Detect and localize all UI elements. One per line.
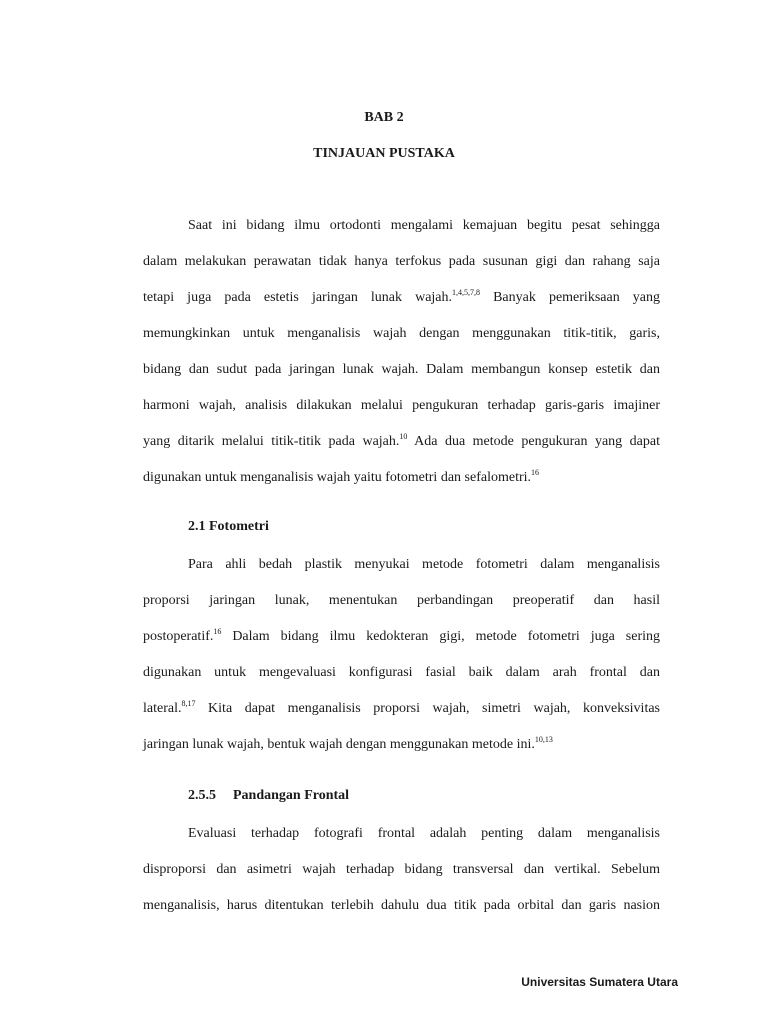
- text-line: yang ditarik melalui titik-titik pada wajah.$^{10}$ Ada dua metode pengukuran yang dapat: [143, 432, 660, 449]
- text-line: jaringan lunak wajah, bentuk wajah dengan menggunakan metode ini.$^{10,13}$: [143, 735, 553, 752]
- text-line: bidang dan sudut pada jaringan lunak wajah. Dalam membangun konsep estetik dan: [143, 362, 660, 377]
- citation: 16: [531, 468, 540, 477]
- citation: 8,17: [181, 699, 196, 708]
- citation: 10,13: [534, 735, 553, 744]
- citation: 16: [213, 627, 222, 636]
- text-line: proporsi jaringan lunak, menentukan perbandingan preoperatif dan hasil: [143, 593, 660, 608]
- text-line: Saat ini bidang ilmu ortodonti mengalami kemajuan begitu pesat sehingga: [188, 218, 660, 233]
- text-line: digunakan untuk mengevaluasi konfigurasi fasial baik dalam arah frontal dan: [143, 665, 660, 680]
- text-line: digunakan untuk menganalisis wajah yaitu fotometri dan sefalometri.$^{16}$: [143, 468, 540, 485]
- section-heading-2-1: 2.1 Fotometri: [188, 519, 269, 534]
- citation: 1,4,5,7,8: [452, 288, 481, 297]
- text-line: menganalisis, harus ditentukan terlebih dahulu dua titik pada orbital dan garis nasion: [143, 898, 660, 913]
- text-line: memungkinkan untuk menganalisis wajah dengan menggunakan titik-titik, garis,: [143, 326, 660, 341]
- section-number: 2.5.5: [188, 788, 216, 803]
- text-line: harmoni wajah, analisis dilakukan melalui pengukuran terhadap garis-garis imajiner: [143, 398, 660, 413]
- text-line: dalam melakukan perawatan tidak hanya terfokus pada susunan gigi dan rahang saja: [143, 254, 660, 269]
- text-line: lateral.$^{8,17}$ Kita dapat menganalisis proporsi wajah, simetri wajah, konveksivitas: [143, 699, 660, 716]
- footer-university: Universitas Sumatera Utara: [521, 975, 678, 989]
- text-line: Para ahli bedah plastik menyukai metode fotometri dalam menganalisis: [188, 557, 660, 572]
- section-heading-2-5-5: [188, 788, 349, 804]
- citation: 10: [399, 432, 408, 441]
- chapter-title: TINJAUAN PUSTAKA: [313, 146, 455, 161]
- text-line: disproporsi dan asimetri wajah terhadap bidang transversal dan vertikal. Sebelum: [143, 862, 660, 877]
- text-line: tetapi juga pada estetis jaringan lunak wajah.$^{1,4,5,7,8}$ Banyak pemeriksaan yang: [143, 288, 660, 305]
- text-line: postoperatif.$^{16}$ Dalam bidang ilmu kedokteran gigi, metode fotometri juga sering: [143, 627, 660, 644]
- section-title: Pandangan Frontal: [233, 788, 350, 803]
- chapter-number: BAB 2: [364, 110, 404, 125]
- text-line: Evaluasi terhadap fotografi frontal adalah penting dalam menganalisis: [188, 826, 660, 841]
